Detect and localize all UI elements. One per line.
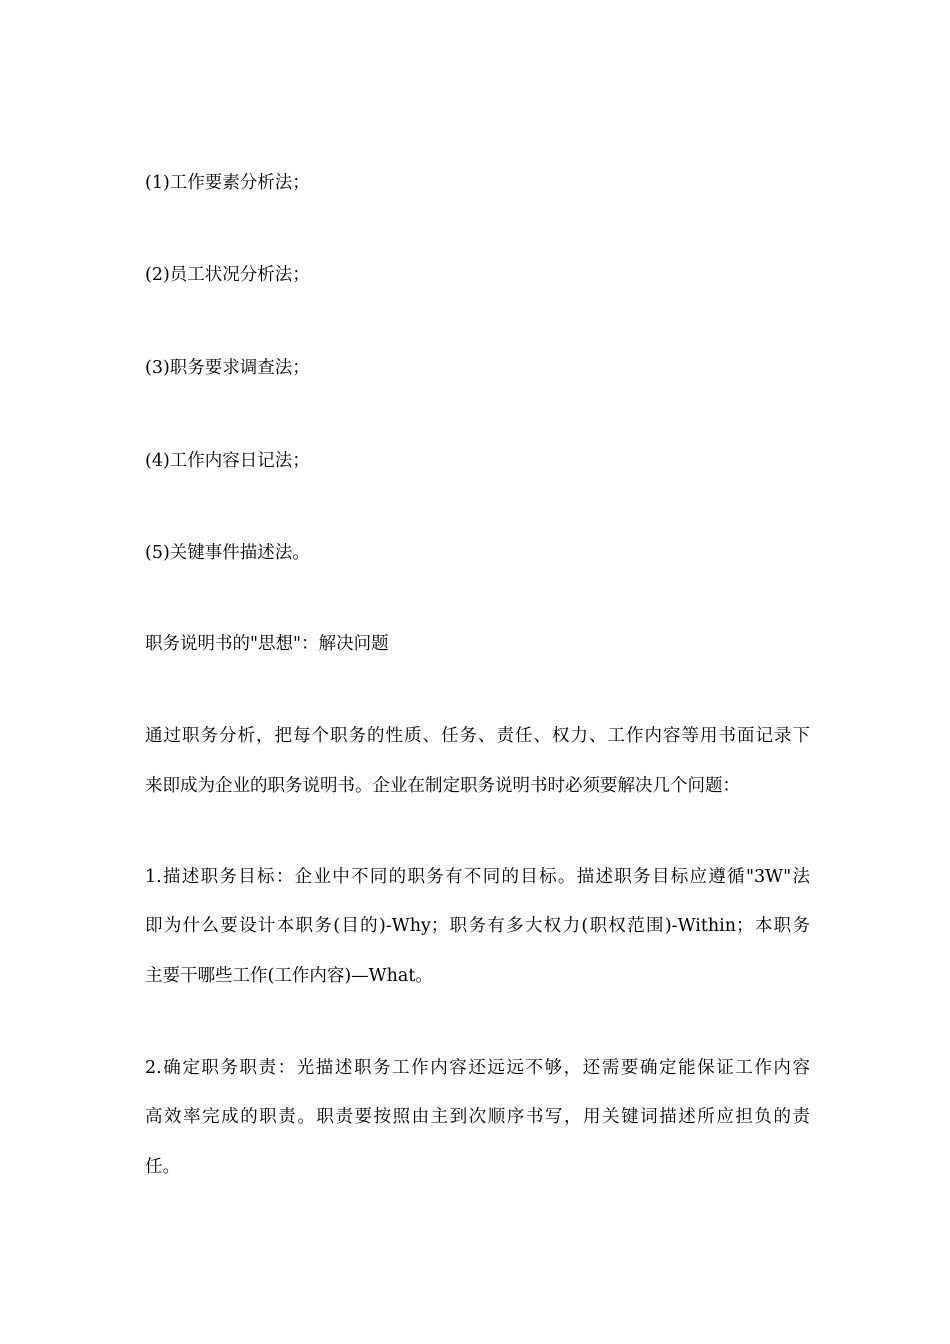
point1-line-1: 1.描述职务目标：企业中不同的职务有不同的目标。描述职务目标应遵循"3W"法 — [145, 867, 810, 887]
intro-line-2: 来即成为企业的职务说明书。企业在制定职务说明书时必须要解决几个问题： — [145, 776, 740, 796]
point1-line-3: 主要干哪些工作(工作内容)—What。 — [145, 966, 433, 986]
intro-line-1: 通过职务分析，把每个职务的性质、任务、责任、权力、工作内容等用书面记录下 — [145, 726, 810, 746]
list-item-5: (5)关键事件描述法。 — [145, 543, 310, 563]
list-item-3: (3)职务要求调查法； — [145, 358, 310, 378]
point2-line-2: 高效率完成的职责。职责要按照由主到次顺序书写，用关键词描述所应担负的责 — [145, 1107, 810, 1127]
section-heading: 职务说明书的"思想"：解决问题 — [145, 634, 389, 654]
list-item-2: (2)员工状况分析法； — [145, 265, 310, 285]
point2-line-1: 2.确定职务职责：光描述职务工作内容还远远不够，还需要确定能保证工作内容 — [145, 1058, 810, 1078]
list-item-4: (4)工作内容日记法； — [145, 451, 310, 471]
point1-line-2: 即为什么要设计本职务(目的)-Why；职务有多大权力(职权范围)-Within；本职务 — [145, 916, 810, 936]
list-item-1: (1)工作要素分析法； — [145, 173, 310, 193]
point2-line-3: 任。 — [145, 1157, 180, 1177]
